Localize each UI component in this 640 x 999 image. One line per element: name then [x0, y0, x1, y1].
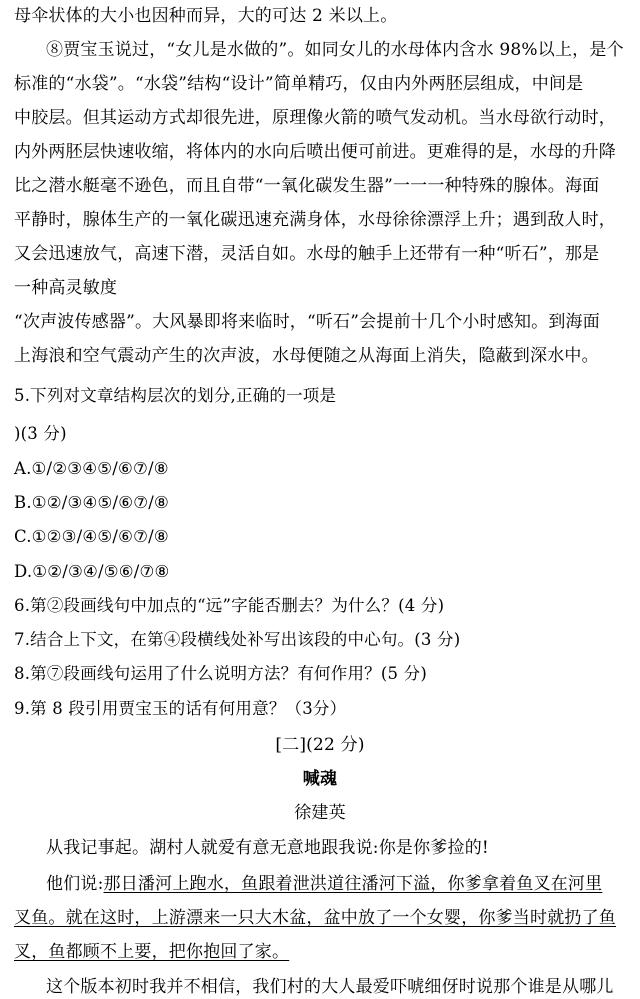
question-6: 6.第②段画线句中加点的“远”字能否删去？为什么？(4 分) — [14, 596, 445, 615]
passage-line: ⑧贾宝玉说过，“女儿是水做的”。如同女儿的水母体内含水 98%以上，是个 — [46, 40, 624, 60]
story-paragraph-2-line-1 — [46, 872, 630, 896]
question-5-option-b: B.①②/③④⑤/⑥⑦/⑧ — [14, 493, 169, 512]
passage-line: 一种高灵敏度 — [14, 278, 118, 298]
story-author: 徐建英 — [294, 803, 346, 823]
passage-line: 上海浪和空气震动产生的次声波，水母便随之从海面上消失，隐蔽到深水中。 — [14, 346, 599, 366]
question-7: 7.结合上下文，在第④段横线处补写出该段的中心句。(3 分) — [14, 630, 461, 649]
question-8: 8.第⑦段画线句运用了什么说明方法？有何作用？(5 分) — [14, 664, 427, 683]
underlined-sentence: 那日潘河上跑水，鱼跟着泄洪道往潘河下溢，你爹拿着鱼叉在河里 — [103, 874, 603, 894]
question-5-option-d: D.①②/③④/⑤⑥/⑦⑧ — [14, 562, 170, 581]
question-5-option-c: C.①②③/④⑤/⑥⑦/⑧ — [14, 527, 169, 546]
story-paragraph-2-line-2 — [14, 906, 630, 930]
question-9: 9.第 8 段引用贾宝玉的话有何用意？（3分） — [14, 699, 347, 718]
passage-line: 又会迅速放气，高速下潜，灵活自如。水母的触手上还带有一种“听石”，那是 — [14, 244, 600, 264]
passage-line: 平静时，腺体生产的一氧化碳迅速充满身体，水母徐徐漂浮上升；遇到敌人时， — [14, 210, 616, 230]
passage-line: 比之潜水艇毫不逊色，而且自带“一氧化碳发生器”一一一种特殊的腺体。海面 — [14, 176, 600, 196]
passage-line: 中胶层。但其运动方式却很先进，原理像火箭的喷气发动机。当水母欲行动时， — [14, 108, 616, 128]
passage-line: 内外两胚层快速收缩，将体内的水向后喷出便可前进。更难得的是，水母的升降 — [14, 142, 616, 162]
story-paragraph-2-line-3 — [14, 940, 630, 964]
story-paragraph-2-prefix: 他们说: — [46, 874, 104, 894]
passage-line: 标准的“水袋”。“水袋”结构“设计”简单精巧，仅由内外两胚层组成，中间是 — [14, 74, 584, 94]
passage-line: 母伞状体的大小也因种而异，大的可达 2 米以上。 — [14, 6, 398, 26]
story-paragraph-1: 从我记事起。湖村人就爱有意无意地跟我说:你是你爹捡的! — [46, 838, 489, 858]
story-title: 喊魂 — [302, 769, 338, 789]
section-heading: [二](22 分) — [275, 735, 365, 755]
question-5-score: )(3 分) — [14, 424, 67, 443]
question-5-option-a: A.①/②③④⑤/⑥⑦/⑧ — [14, 459, 169, 478]
question-5-stem: 5.下列对文章结构层次的划分,正确的一项是 — [14, 386, 337, 405]
passage-line: “次声波传感器”。大风暴即将来临时，“听石”会提前十几个小时感知。到海面 — [14, 312, 600, 332]
underlined-sentence: 叉，鱼都顾不上要，把你抱回了家。 — [14, 942, 290, 962]
story-paragraph-3: 这个版本初时我并不相信，我们村的大人最爱吓唬细伢时说那个谁是从哪儿 — [46, 977, 614, 997]
underlined-sentence: 叉鱼。就在这时，上游漂来一只大木盆，盆中放了一个女婴，你爹当时就扔了鱼 — [14, 908, 616, 928]
